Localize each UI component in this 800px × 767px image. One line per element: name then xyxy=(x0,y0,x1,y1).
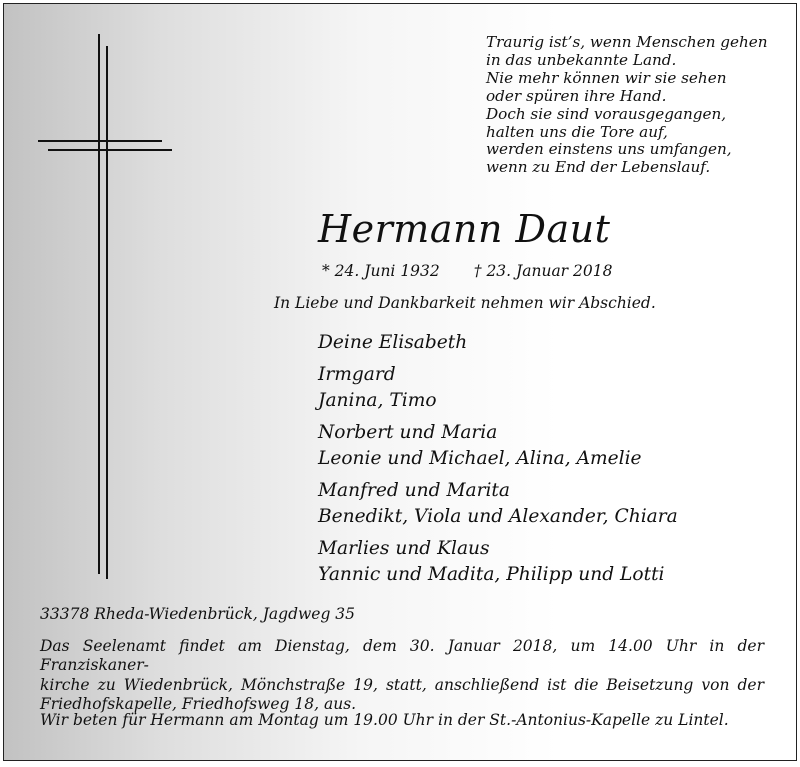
obituary-notice xyxy=(3,3,797,761)
poem-line: werden einstens uns umfangen, xyxy=(486,140,732,159)
mourner-group xyxy=(318,330,678,357)
poem-line: wenn zu End der Lebenslauf. xyxy=(486,158,711,177)
poem-line: Traurig ist’s, wenn Menschen gehen xyxy=(486,33,768,51)
mourner-line: Leonie und Michael, Alina, Amelie xyxy=(318,448,642,469)
service-line: Das Seelenamt findet am Dienstag, dem 30. Januar 2018, um 14.00 Uhr in der Franziskaner- xyxy=(40,637,764,675)
mourner-line: Deine Elisabeth xyxy=(318,332,468,353)
service-info xyxy=(40,637,764,714)
prayer-info: Wir beten für Hermann am Montag um 19.00 Uhr in der St.-Antonius-Kapelle zu Lintel. xyxy=(40,711,729,729)
mourner-group xyxy=(318,536,678,589)
mourner-group xyxy=(318,362,678,415)
service-line: kirche zu Wiedenbrück, Mönchstraße 19, statt, anschließend ist die Beisetzung von der xyxy=(40,675,764,694)
poem-line: oder spüren ihre Hand. xyxy=(486,86,667,105)
address: 33378 Rheda-Wiedenbrück, Jagdweg 35 xyxy=(40,605,356,623)
poem-line: halten uns die Tore auf, xyxy=(486,122,668,141)
mourner-line: Janina, Timo xyxy=(318,390,437,411)
poem-line: Nie mehr können wir sie sehen xyxy=(486,68,727,87)
cross-icon xyxy=(38,34,178,579)
mourner-group xyxy=(318,420,678,473)
life-dates xyxy=(322,262,612,280)
mourner-line: Manfred und Marita xyxy=(318,479,510,501)
deceased-name: Hermann Daut xyxy=(318,207,611,251)
service-line: Friedhofskapelle, Friedhofsweg 18, aus. xyxy=(40,694,357,713)
death-date: † 23. Januar 2018 xyxy=(473,262,613,280)
mourner-line: Irmgard xyxy=(318,363,396,385)
poem xyxy=(486,34,786,177)
poem-line: in das unbekannte Land. xyxy=(486,50,677,69)
mourner-line: Norbert und Maria xyxy=(318,421,498,443)
mourner-line: Benedikt, Viola und Alexander, Chiara xyxy=(318,506,678,527)
mourners-list xyxy=(318,330,678,594)
mourner-group xyxy=(318,478,678,531)
mourner-line: Marlies und Klaus xyxy=(318,537,490,559)
poem-line: Doch sie sind vorausgegangen, xyxy=(486,104,727,123)
birth-date: * 24. Juni 1932 xyxy=(322,262,440,280)
mourner-line: Yannic und Madita, Philipp und Lotti xyxy=(318,564,665,585)
farewell-text: In Liebe und Dankbarkeit nehmen wir Abschied. xyxy=(274,294,656,312)
